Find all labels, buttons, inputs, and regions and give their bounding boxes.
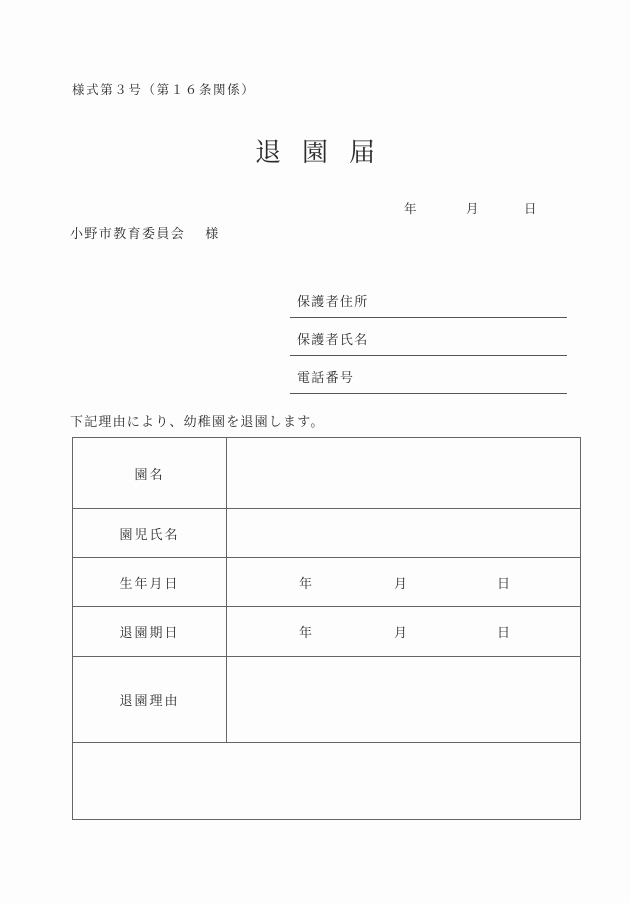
guardian-info-fields bbox=[290, 280, 567, 394]
addressee bbox=[70, 223, 220, 242]
birthdate-year-label: 年 bbox=[299, 576, 313, 592]
birthdate-label: 生年月日 bbox=[73, 558, 227, 607]
withdrawal-details-table bbox=[72, 437, 581, 820]
kindergarten-name-input[interactable] bbox=[227, 438, 581, 509]
withdrawal-date-input[interactable] bbox=[227, 607, 581, 657]
table-row bbox=[73, 657, 581, 743]
statement-text: 下記理由により、幼稚園を退園します。 bbox=[70, 415, 325, 430]
child-name-label: 園児氏名 bbox=[73, 509, 227, 558]
guardian-name-field[interactable] bbox=[290, 318, 567, 356]
date-year-label: 年 bbox=[404, 201, 417, 216]
date-day-label: 日 bbox=[524, 201, 537, 216]
withdrawal-year-label: 年 bbox=[299, 626, 313, 641]
page-title: 退園届 bbox=[254, 138, 396, 168]
kindergarten-name-label: 園名 bbox=[73, 438, 227, 509]
table-row bbox=[73, 509, 581, 558]
withdrawal-month-label: 月 bbox=[394, 626, 408, 641]
additional-notes-input[interactable] bbox=[73, 743, 581, 820]
birthdate-date-group bbox=[227, 573, 580, 592]
guardian-address-field[interactable] bbox=[290, 280, 567, 318]
submission-date-line bbox=[404, 199, 564, 217]
table-row bbox=[73, 743, 581, 820]
birthdate-input[interactable] bbox=[227, 558, 581, 607]
withdrawal-date-label: 退園期日 bbox=[73, 607, 227, 657]
form-number: 様式第３号（第１６条関係） bbox=[72, 82, 256, 97]
child-name-input[interactable] bbox=[227, 509, 581, 558]
date-month-label: 月 bbox=[466, 201, 479, 216]
guardian-address-label: 保護者住所 bbox=[297, 295, 369, 310]
withdrawal-day-label: 日 bbox=[497, 626, 511, 641]
withdrawal-reason-label: 退園理由 bbox=[73, 657, 227, 743]
guardian-phone-label: 電話番号 bbox=[297, 371, 355, 386]
birthdate-month-label: 月 bbox=[394, 576, 408, 592]
birthdate-day-label: 日 bbox=[497, 576, 511, 592]
guardian-phone-field[interactable] bbox=[290, 356, 567, 394]
table-row bbox=[73, 607, 581, 657]
guardian-name-label: 保護者氏名 bbox=[297, 333, 369, 348]
withdrawal-reason-input[interactable] bbox=[227, 657, 581, 743]
withdrawal-date-group bbox=[227, 622, 580, 641]
table-row bbox=[73, 438, 581, 509]
addressee-honorific: 様 bbox=[205, 227, 220, 242]
table-row bbox=[73, 558, 581, 607]
addressee-name: 小野市教育委員会 bbox=[70, 227, 186, 242]
